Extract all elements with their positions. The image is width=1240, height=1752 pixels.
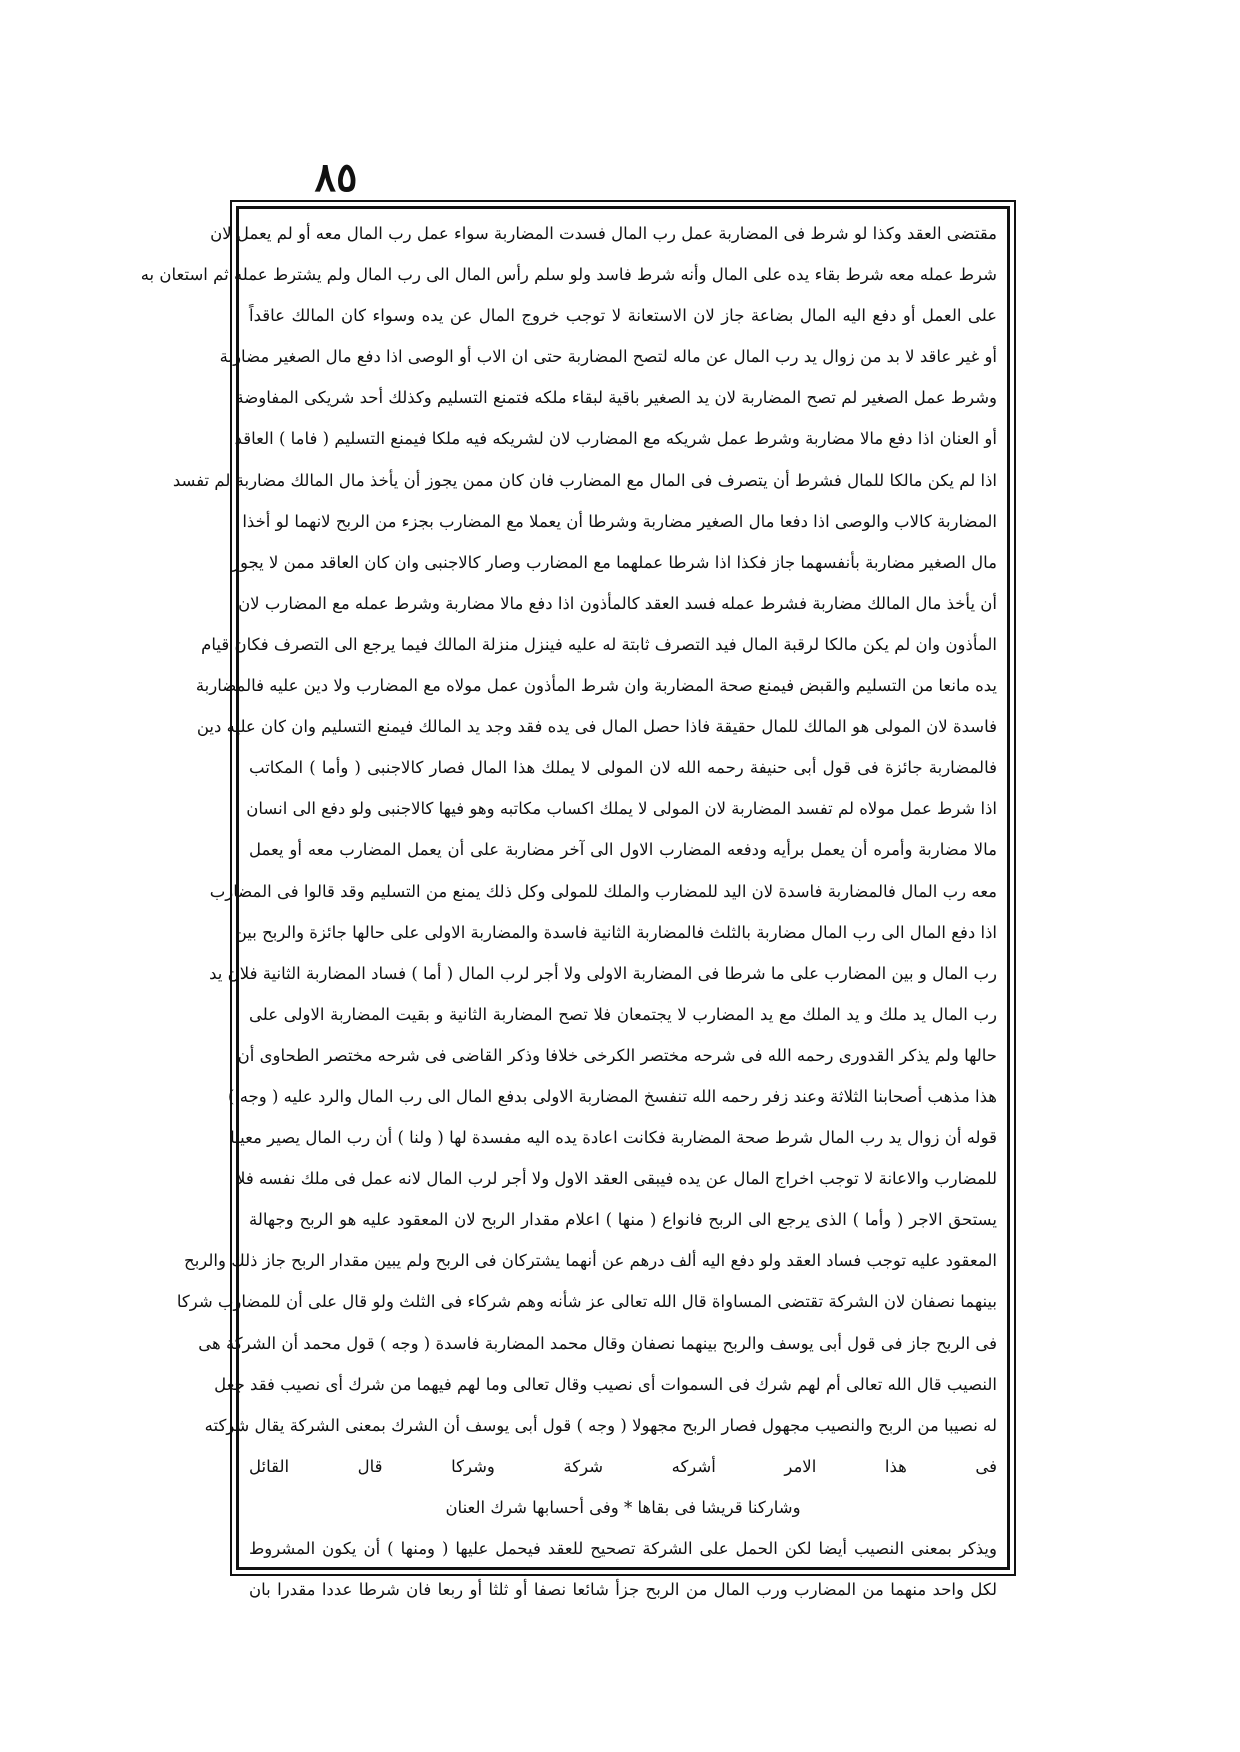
text-line: اذا لم يكن مالكا للمال فشرط أن يتصرف فى المال مع المضارب فان كان ممن يجوز أن يأخذ مال المالك مضاربة لم تفسد [172, 470, 997, 490]
text-line: فى هذا الامر أشركه شركة وشركا قال القائل [249, 1456, 997, 1476]
text-line: مقتضى العقد وكذا لو شرط فى المضاربة عمل رب المال فسدت المضاربة سواء عمل رب المال معه أو لم يعمل لان [210, 224, 997, 243]
text-line: له نصيبا من الربح والنصيب مجهول فصار الربح مجهولا ( وجه ) قول أبى يوسف أن الشرك بمعنى الشركة يقال شركته [204, 1415, 997, 1435]
text-line: وشرط عمل الصغير لم تصح المضاربة لان يد الصغير باقية لبقاء ملكه فتمنع التسليم وكذلك أحد شريكى المفاوضة [235, 388, 997, 408]
text-line: شرط عمله معه شرط بقاء يده على المال وأنه شرط فاسد ولو سلم رأس المال الى رب المال ولم يشترط عمله ثم استعان به [140, 265, 997, 285]
text-line: فى الربح جاز فى قول أبى يوسف والربح بينهما نصفان وقال محمد المضاربة فاسدة ( وجه ) قول محمد أن الشركة هى [198, 1333, 997, 1353]
text-line: هذا مذهب أصحابنا الثلاثة وعند زفر رحمه الله تنفسخ المضاربة الاولى بدفع المال الى رب المال والرد عليه ( وجه ) [228, 1086, 997, 1106]
text-line: أو العنان اذا دفع مالا مضاربة وشرط عمل شريكه مع المضارب لان لشريكه فيه ملكا فيمنع التسليم ( فاما ) العاقد [234, 429, 997, 449]
text-line: لكل واحد منهما من المضارب ورب المال من الربح جزأ شائعا نصفا أو ثلثا أو ربعا فان شرطا عددا مقدرا بان [249, 1580, 997, 1600]
text-line: بينهما نصفان لان الشركة تقتضى المساواة قال الله تعالى عز شأنه وهم شركاء فى الثلث ولو قال على أن للمضارب شركا [176, 1292, 997, 1312]
text-line: على العمل أو دفع اليه المال بضاعة جاز لان الاستعانة لا توجب خروج المال عن يده وسواء كان المالك عاقداً [249, 306, 997, 326]
arabic-text-block [140, 213, 997, 1600]
text-line: فاسدة لان المولى هو المالك للمال حقيقة فاذا حصل المال فى يده فقد وجد يد المالك فيمنع التسليم وان كان عليه دين [196, 717, 997, 737]
text-line: النصيب قال الله تعالى أم لهم شرك فى السموات أى نصيب وقال تعالى وما لهم فيهما من شرك أى نصيب فقد جعل [214, 1374, 997, 1394]
text-line: ويذكر بمعنى النصيب أيضا لكن الحمل على الشركة تصحيح للعقد فيحمل عليها ( ومنها ) أن يكون المشروط [249, 1539, 997, 1558]
verse-line: وشاركنا قريشا فى بقاها * وفى أحسابها شرك العنان [445, 1497, 801, 1517]
text-line: للمضارب والاعانة لا توجب اخراج المال عن يده فيبقى العقد الاول ولا أجر لرب المال لانه عمل فى ملك نفسه فلا [236, 1169, 997, 1189]
text-line: معه رب المال فالمضاربة فاسدة لان اليد للمضارب والملك للمولى وكل ذلك يمنع من التسليم وقد قالوا فى المضارب [209, 881, 997, 901]
text-line: قوله أن زوال يد رب المال شرط صحة المضاربة فكانت اعادة يده اليه مفسدة لها ( ولنا ) أن رب المال يصير معينا [230, 1128, 997, 1148]
text-line: يده مانعا من التسليم والقبض فيمنع صحة المضاربة وان شرط المأذون عمل مولاه مع المضارب ولا دين عليه فالمضاربة [195, 676, 997, 696]
text-line: اذا دفع المال الى رب المال مضاربة بالثلث فالمضاربة الثانية فاسدة والمضاربة الاولى على حالها جائزة والربح بين [234, 922, 997, 942]
text-line: اذا شرط عمل مولاه لم تفسد المضاربة لان المولى لا يملك اكساب مكاتبه وهو فيها كالاجنبى ولو دفع الى انسان [246, 799, 997, 819]
text-line: فالمضاربة جائزة فى قول أبى حنيفة رحمه الله لان المولى لا يملك هذا المال فصار كالاجنبى ( وأما ) المكاتب [249, 758, 997, 778]
page-frame-inner [140, 206, 1010, 1600]
text-line: رب المال و بين المضارب على ما شرطا فى المضاربة الاولى ولا أجر لرب المال ( أما ) فساد المضاربة الثانية فلان يد [209, 963, 997, 983]
text-line: رب المال يد ملك و يد الملك مع يد المضارب لا يجتمعان فلا تصح المضاربة الثانية و بقيت المضاربة الاولى على [249, 1004, 997, 1024]
text-line: حالها ولم يذكر القدورى رحمه الله فى شرحه مختصر الكرخى خلافا وذكر القاضى فى شرحه مختصر الطحاوى أن [237, 1045, 997, 1065]
text-line: أو غير عاقد لا بد من زوال يد رب المال عن ماله لتصح المضاربة حتى ان الاب أو الوصى اذا دفع مال الصغير مضاربة [219, 347, 997, 367]
text-line: مالا مضاربة وأمره أن يعمل برأيه ودفعه المضارب الاول الى آخر مضاربة على أن يعمل المضارب معه أو يعمل [249, 840, 997, 860]
page-frame-outer [140, 200, 1016, 1600]
page-number: ٨٥ [314, 154, 358, 201]
text-line: المضاربة كالاب والوصى اذا دفعا مال الصغير مضاربة وشرطا أن يعملا مع المضارب بجزء من الربح لانهما لو أخذا [242, 511, 997, 531]
text-line: أن يأخذ مال المالك مضاربة فشرط عمله فسد العقد كالمأذون اذا دفع مالا مضاربة وشرط عمله مع المضارب لان [238, 593, 997, 613]
text-line: يستحق الاجر ( وأما ) الذى يرجع الى الربح فانواع ( منها ) اعلام مقدار الربح لان المعقود عليه هو الربح وجهالة [249, 1210, 997, 1230]
text-line: مال الصغير مضاربة بأنفسهما جاز فكذا اذا شرطا عملهما مع المضارب وصار كالاجنبى وان كان العاقد ممن لا يجوز [231, 552, 997, 572]
text-line: المعقود عليه توجب فساد العقد ولو دفع اليه ألف درهم عن أنهما يشتركان فى الربح ولم يبين مقدار الربح جاز ذلك والربح [184, 1251, 997, 1271]
text-line: المأذون وان لم يكن مالكا لرقبة المال فيد التصرف ثابتة له عليه فينزل منزلة المالك فيما يرجع الى التصرف فكان قيام [201, 634, 997, 654]
